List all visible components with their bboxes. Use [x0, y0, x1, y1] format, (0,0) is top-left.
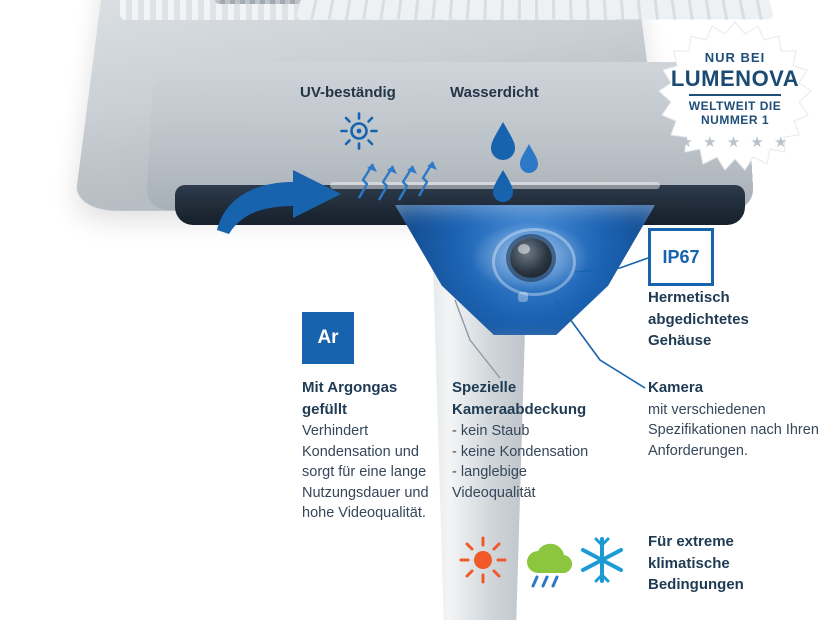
rain-cloud-icon [527, 544, 572, 586]
camera-screw [518, 292, 528, 302]
sun-icon [340, 112, 378, 150]
hot-sun-icon [461, 538, 505, 582]
argon-title-line-2: gefüllt [302, 400, 347, 418]
snowflake-icon [583, 539, 621, 581]
callout-climate [648, 532, 828, 597]
camera-body: mit verschiedenen Spezifikationen nach Ihren Anforderungen. [648, 401, 819, 459]
list-item: - kein Staub [452, 423, 530, 439]
badge-stars: ★ ★ ★ ★ ★ [679, 133, 791, 151]
hermetic-line-3: Gehäuse [648, 332, 712, 349]
climate-line-3: Bedingungen [648, 576, 744, 593]
weather-icon-row [455, 530, 630, 590]
cover-title-line-2: Kameraabdeckung [452, 400, 587, 418]
callout-camera-cover [452, 378, 637, 503]
label-uv-resistant: UV-beständig [300, 84, 396, 101]
camera-lens [510, 238, 552, 278]
badge-line-3: WELTWEIT DIE [689, 94, 781, 113]
camera-title: Kamera [648, 379, 704, 396]
hermetic-line-2: abgedichtetes [648, 310, 749, 328]
badge-line-1: NUR BEI [704, 49, 766, 65]
callout-hermetic [648, 288, 828, 353]
list-item: Videoqualität [452, 484, 536, 501]
water-drops-icon [485, 118, 555, 208]
cover-title-line-1: Spezielle [452, 379, 517, 396]
tag-argon: Ar [302, 312, 354, 364]
argon-title-line-1: Mit Argongas [302, 379, 398, 396]
tag-ip67: IP67 [648, 228, 714, 286]
climate-line-2: klimatische [648, 554, 730, 572]
callout-camera [648, 378, 828, 461]
uv-rays-icon [355, 150, 455, 210]
badge-line-4: NUMMER 1 [700, 112, 769, 127]
badge-text [645, 20, 825, 180]
list-item: - keine Kondensation [452, 443, 589, 460]
badge-line-2: LUMENOVA [670, 65, 800, 91]
climate-line-1: Für extreme [648, 533, 734, 550]
label-waterproof: Wasserdicht [450, 84, 539, 101]
list-item: - langlebige [452, 464, 527, 481]
cover-bullet-list [452, 421, 637, 503]
blue-flow-arrow-icon [215, 168, 345, 238]
lamp-led-lens-row [296, 0, 774, 20]
argon-body: Verhindert Kondensation und sorgt für eine lange Nutzungsdauer und hohe Videoqualität. [302, 423, 429, 522]
hermetic-line-1: Hermetisch [648, 289, 730, 306]
callout-argon [302, 378, 442, 524]
